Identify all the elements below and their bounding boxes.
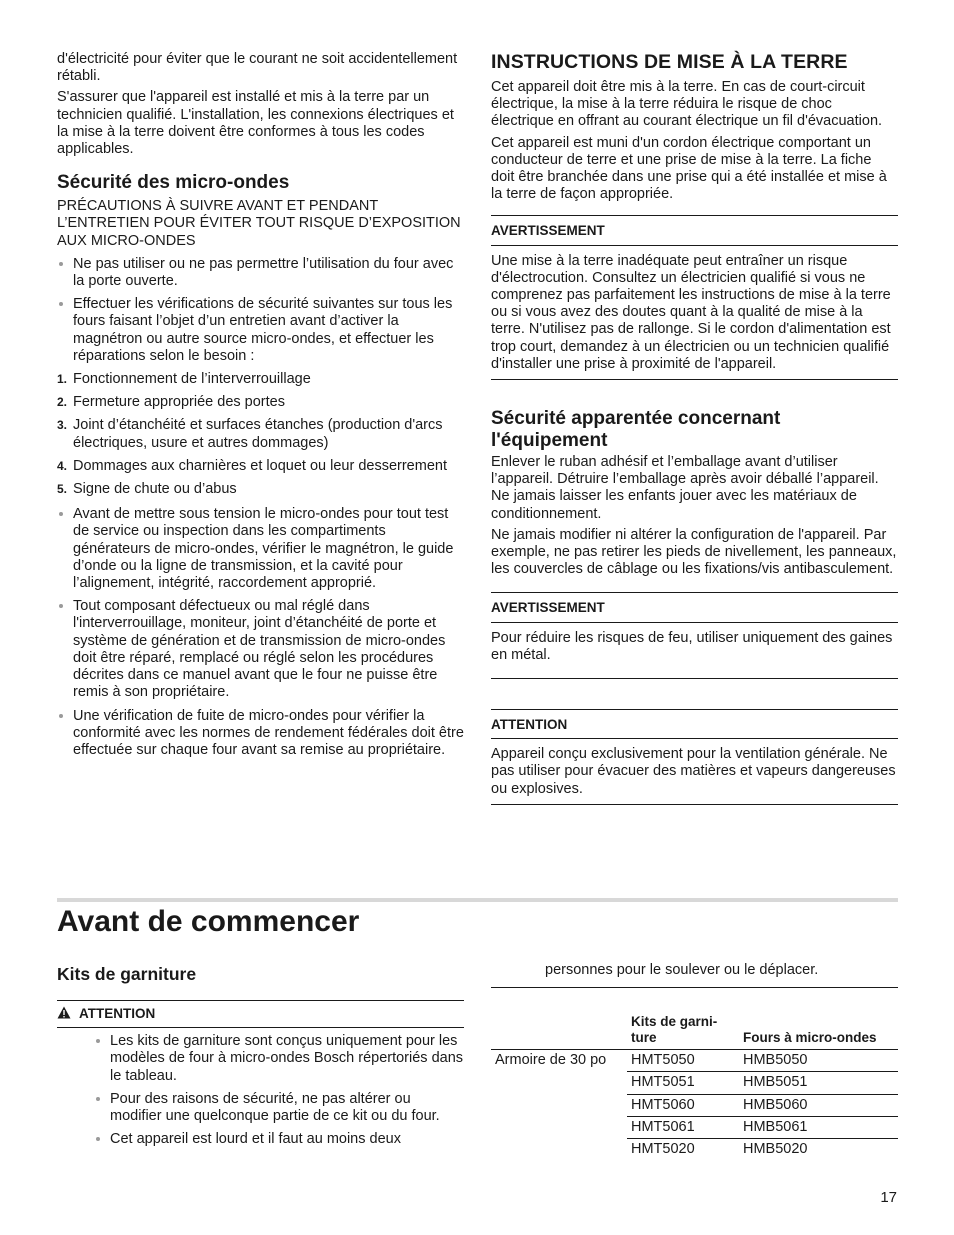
list-item: Une vérification de fuite de micro-ondes pour vérifier la conformité avec les normes de rendement fédérales doit être effectuée sur chaque four avant sa remise au propriétaire. xyxy=(57,708,464,760)
bullet-icon xyxy=(59,512,63,516)
table-cell: HMB5050 xyxy=(739,1050,898,1072)
attention-label: ATTENTION xyxy=(79,1006,156,1021)
table-cell: HMB5061 xyxy=(739,1116,898,1138)
table-header-ovens: Fours à micro-ondes xyxy=(743,1030,877,1046)
duct-warning-box xyxy=(491,592,898,679)
grounding-warning-box xyxy=(491,215,898,380)
right-column xyxy=(491,51,898,805)
micro-bullets-b xyxy=(57,506,464,759)
bullet-icon xyxy=(96,1137,100,1141)
bullet-icon xyxy=(59,604,63,608)
table-cell: HMT5061 xyxy=(627,1116,739,1138)
intro-paragraph-1: d'électricité pour éviter que le courant ne soit accidentellement rétabli. xyxy=(57,51,458,85)
bullet-icon xyxy=(96,1039,100,1043)
bullet-icon xyxy=(59,262,63,266)
warning-label: AVERTISSEMENT xyxy=(491,593,898,622)
attention-box xyxy=(491,709,898,805)
table-cell: HMT5051 xyxy=(627,1072,739,1094)
warning-triangle-icon xyxy=(57,1006,71,1019)
table-cell: HMB5020 xyxy=(739,1139,898,1161)
micro-numbered-list xyxy=(57,371,464,498)
warning-text: Une mise à la terre inadéquate peut entraîner un risque d'électrocution. Consultez un électricien qualifié si vous ne comprenez pas parfaitement les instructions de mise à la terre ou si vous avez des doutes quant à la qualité de mise à la terre. N'utilisez pas de rallonge. Si le cordon d'alimentation est trop court, demandez à un électricien ou un technicien qualifié d'installer une prise à proximité de l'appareil. xyxy=(491,252,891,372)
grounding-paragraph-1: Cet appareil doit être mis à la terre. En cas de court-circuit électrique, la mise à la terre réduira le risque de choc électrique en offrant au courant électrique un fil d'évacuation. xyxy=(491,79,883,130)
attention-label: ATTENTION xyxy=(491,710,898,739)
left-column xyxy=(57,51,464,765)
grounding-heading: INSTRUCTIONS DE MISE À LA TERRE xyxy=(491,51,848,73)
page-number: 17 xyxy=(880,1189,897,1206)
numbered-item: 5. Signe de chute ou d’abus xyxy=(57,481,237,498)
warning-text: Pour réduire les risques de feu, utiliser uniquement des gaines en métal. xyxy=(491,629,893,663)
numbered-item: 4. Dommages aux charnières et loquet ou leur desserrement xyxy=(57,457,447,474)
micro-bullets-a xyxy=(57,256,464,365)
table-cell: HMT5050 xyxy=(627,1050,739,1072)
bullet-icon xyxy=(59,302,63,306)
kits-heading: Kits de garniture xyxy=(57,964,197,984)
kits-left xyxy=(57,963,464,1154)
list-item: Tout composant défectueux ou mal réglé dans l'interverrouillage, moniteur, joint d’étanchéité de porte et système de génération et de transmission de micro-ondes doit être réparé, remplacé ou réglé selon les procédures décrites dans ce manuel avant que le four ne puisse être remis à son propriétaire. xyxy=(57,598,464,701)
numbered-item: 1. Fonctionnement de l’interverrouillage xyxy=(57,371,311,388)
micro-precautions-caps: PRÉCAUTIONS À SUIVRE AVANT ET PENDANT L’ENTRETIEN POUR ÉVITER TOUT RISQUE D’EXPOSITION AUX MICRO-ONDES xyxy=(57,198,461,249)
table-header-empty xyxy=(491,1014,627,1050)
equipment-safety-heading: Sécurité apparentée concernant l'équipement xyxy=(491,408,781,452)
list-item: Avant de mettre sous tension le micro-ondes pour tout test de service ou inspection dans les compartiments générateurs de micro-ondes, vérifier le magnétron, le guide d’onde ou la ligne de transmission, et la cavité pour l’alignement, intégrité, raccordement approprié. xyxy=(57,506,464,592)
section-divider xyxy=(57,898,898,902)
kits-table xyxy=(491,1014,898,1160)
bullet-icon xyxy=(59,714,63,718)
table-row xyxy=(491,1050,898,1072)
table-header-row xyxy=(491,1014,898,1050)
micro-safety-heading: Sécurité des micro-ondes xyxy=(57,172,290,194)
list-item: Cet appareil est lourd et il faut au moins deux xyxy=(94,1131,464,1148)
table-cell: HMT5020 xyxy=(627,1139,739,1161)
list-item: Les kits de garniture sont conçus uniquement pour les modèles de four à micro-ondes Bosch répertoriés dans le tableau. xyxy=(94,1033,464,1085)
grounding-paragraph-2: Cet appareil est muni d'un cordon électrique comportant un conducteur de terre et une prise de mise à la terre. La fiche doit être branchée dans une prise qui a été installée et mise à la terre de façon appropriée. xyxy=(491,134,887,203)
table-cell: HMT5060 xyxy=(627,1094,739,1116)
equipment-paragraph-2: Ne jamais modifier ni altérer la configuration de l'appareil. Par exemple, ne pas retirer les pieds de nivellement, les panneaux, les couvercles de câblage ou les fixations/vis antibasculement. xyxy=(491,526,897,578)
table-cell: HMB5051 xyxy=(739,1072,898,1094)
list-item: Ne pas utiliser ou ne pas permettre l’utilisation du four avec la porte ouverte. xyxy=(57,256,464,290)
list-item: Effectuer les vérifications de sécurité suivantes sur tous les fours faisant l’objet d’un entretien avant d’activer la magnétron ou autre source micro-ondes, et effectuer les réparations selon le besoin : xyxy=(57,296,464,365)
numbered-item: 2. Fermeture appropriée des portes xyxy=(57,394,285,411)
intro-paragraph-2: S'assurer que l'appareil est installé et mis à la terre par un technicien qualifié. L'installation, les connexions électriques et la mise à la terre doivent être conformes à tous les codes applicables. xyxy=(57,89,454,158)
kits-bullets xyxy=(94,1033,464,1148)
list-item: Pour des raisons de sécurité, ne pas altérer ou modifier une quelconque partie de ce kit ou du four. xyxy=(94,1091,464,1125)
warning-label: AVERTISSEMENT xyxy=(491,216,898,245)
section-title: Avant de commencer xyxy=(57,905,360,938)
bullet-icon xyxy=(96,1097,100,1101)
table-row-label: Armoire de 30 po xyxy=(491,1050,627,1161)
kits-right xyxy=(491,962,898,1160)
continued-text: personnes pour le soulever ou le déplacer. xyxy=(491,962,898,988)
attention-text: Appareil conçu exclusivement pour la ventilation générale. Ne pas utiliser pour évacuer des matières et vapeurs dangereuses ou explosives. xyxy=(491,746,896,797)
equipment-paragraph-1: Enlever le ruban adhésif et l’emballage avant d’utiliser l’appareil. Détruire l’emballage après avoir déballé l’appareil. Ne jamais laisser les enfants jouer avec les matériaux de conditionnement. xyxy=(491,454,879,522)
attention-bar xyxy=(57,1000,464,1028)
table-header-kits: Kits de garni- ture xyxy=(631,1014,718,1046)
numbered-item: 3. Joint d’étanchéité et surfaces étanches (production d'arcs électriques, usure et autres dommages) xyxy=(57,417,443,451)
table-cell: HMB5060 xyxy=(739,1094,898,1116)
